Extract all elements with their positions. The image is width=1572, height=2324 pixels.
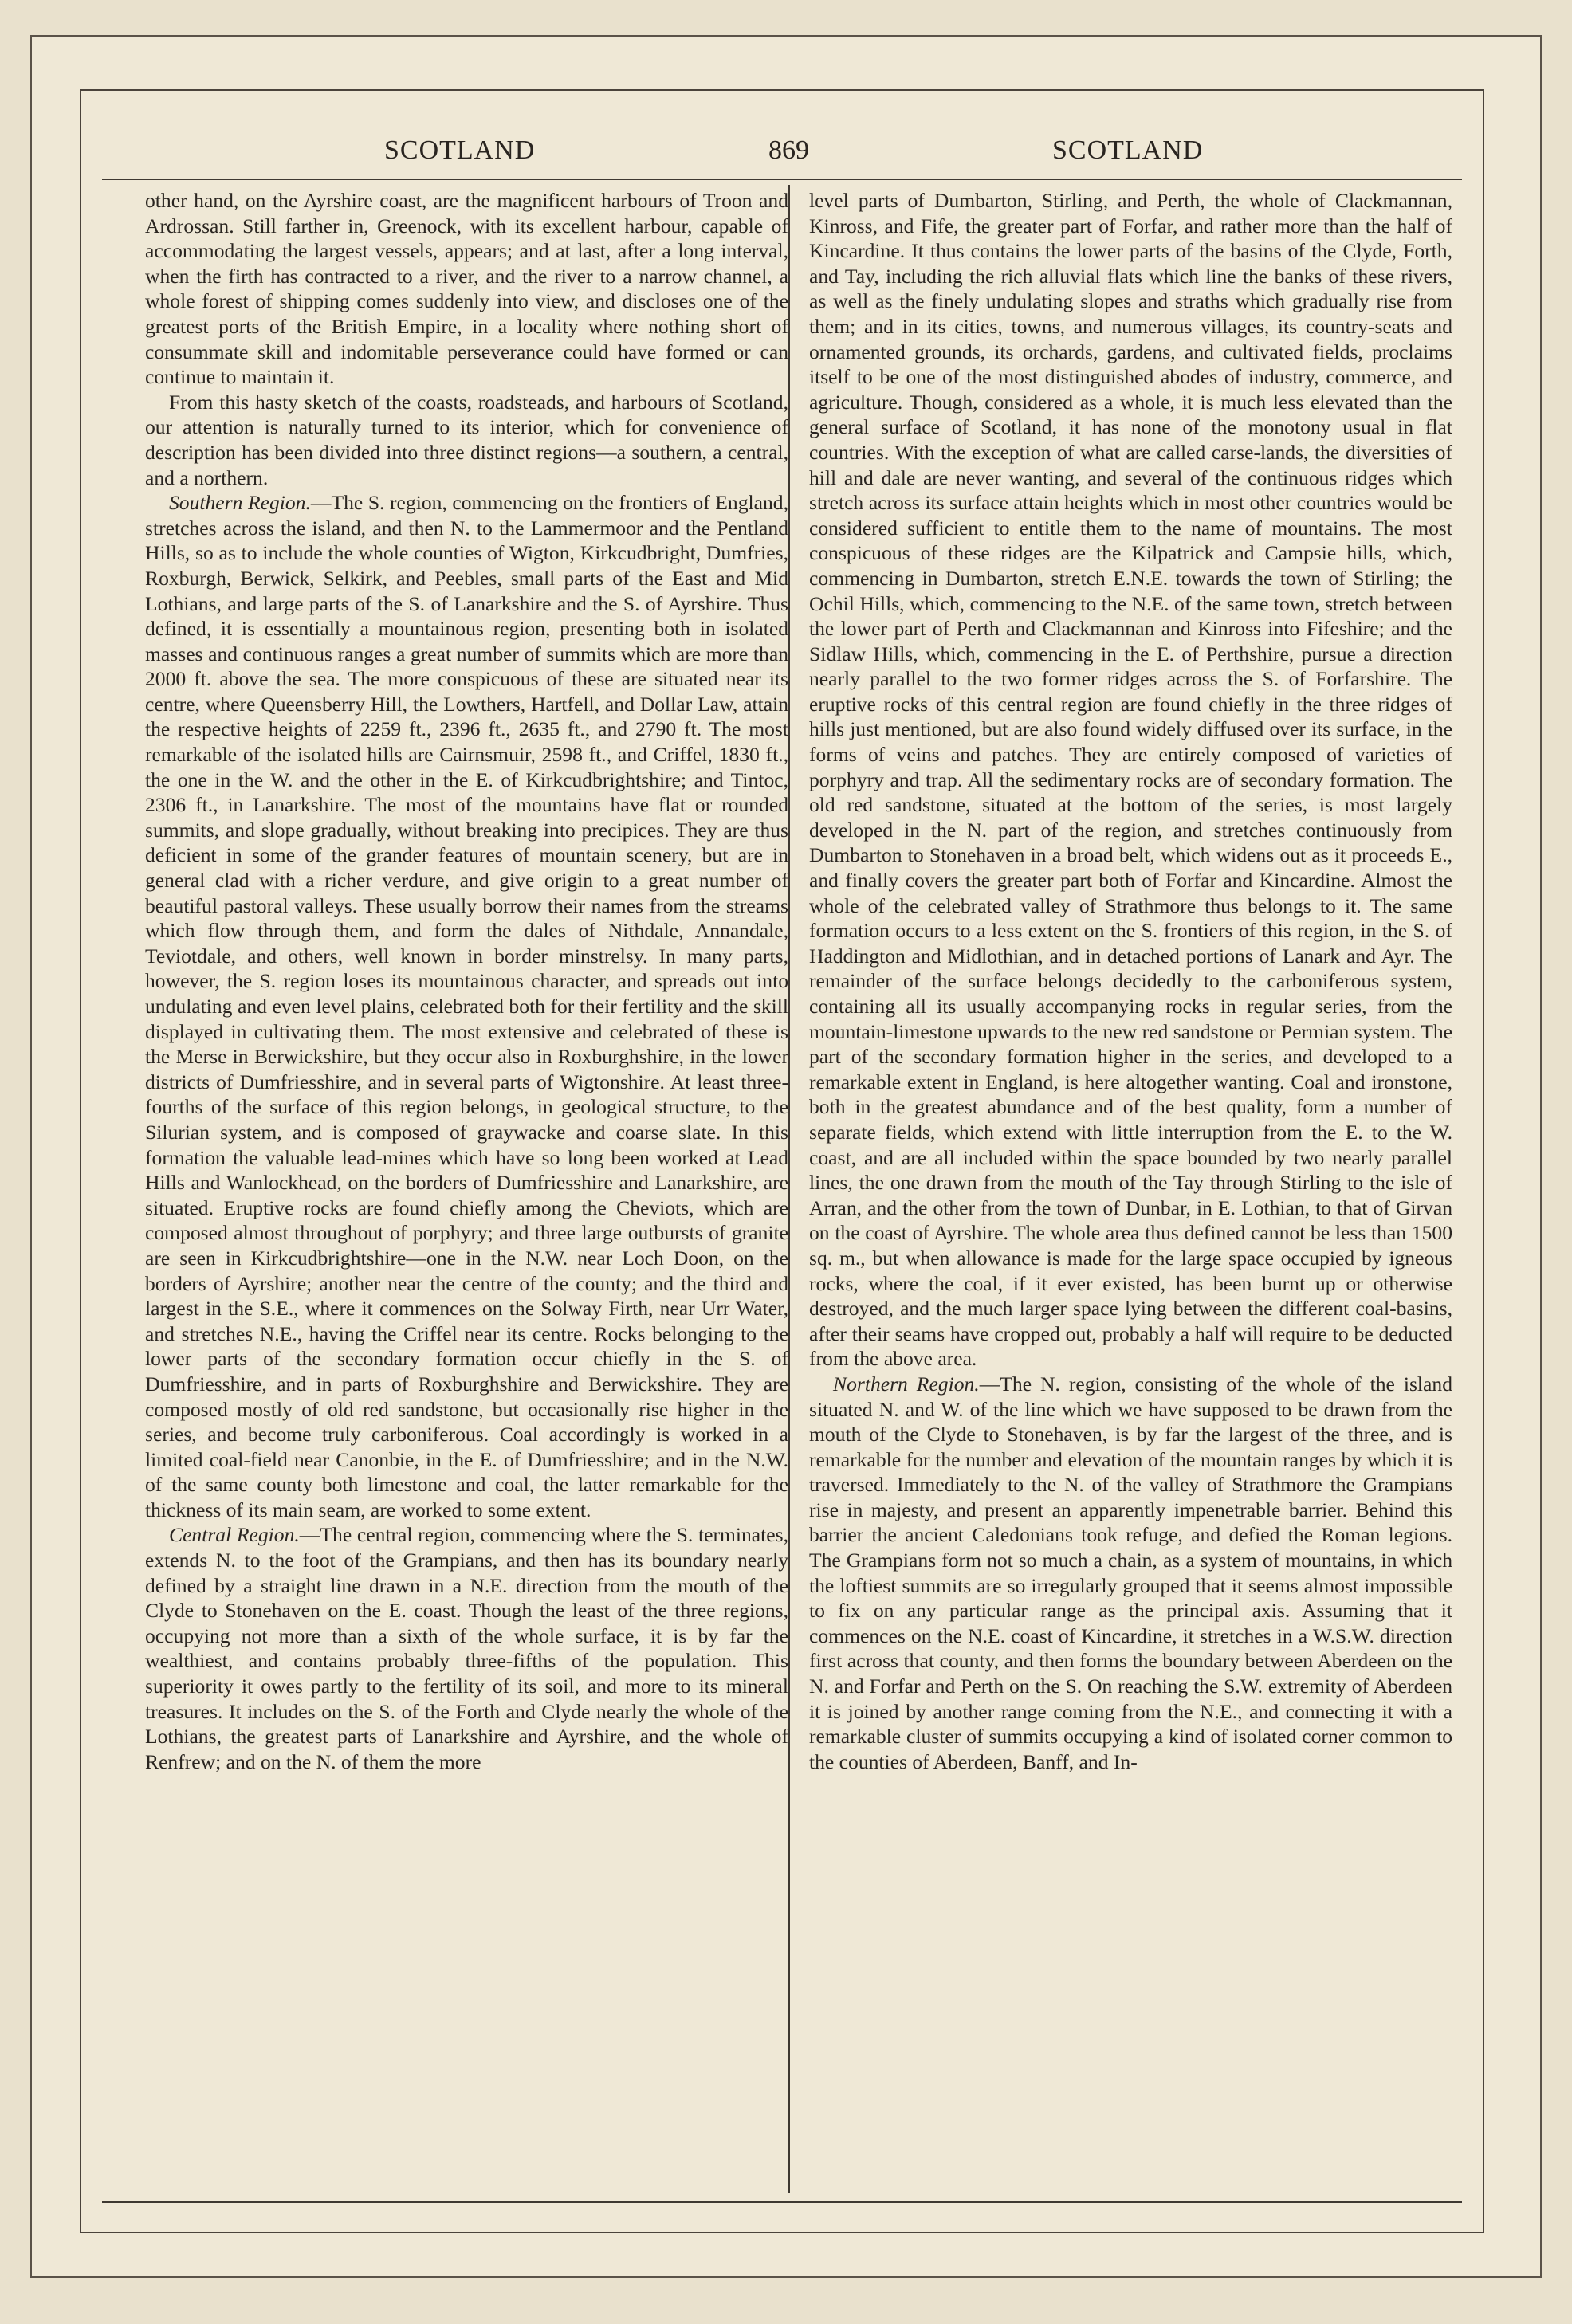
section-heading: Southern Region. [169, 491, 311, 515]
paragraph-southern-region [145, 490, 788, 1522]
section-heading: Central Region. [169, 1523, 300, 1547]
paragraph-text: —The S. region, commencing on the frontiers of England, stretches across the island, and then N. to the Lammermoor and the Pentland Hills, so as to include the whole counties of Wigton, Kirkcudbright, Dumfries, Roxburgh, Berwick, Selkirk, and Peebles, small parts of the East and Mid Lothians, and large parts of the S. of Lanarkshire and the S. of Ayrshire. Thus defined, it is essentially a mountainous region, presenting both in isolated masses and continuous ranges a great number of summits which are more than 2000 ft. above the sea. The more conspicuous of these are situated near its centre, where Queensberry Hill, the Lowthers, Hartfell, and Dollar Law, attain the respective heights of 2259 ft., 2396 ft., 2635 ft., and 2790 ft. The most remarkable of the isolated hills are Cairnsmuir, 2598 ft., and Criffel, 1830 ft., the one in the W. and the other in the E. of Kirkcudbrightshire; and Tintoc, 2306 ft., in Lanarkshire. The most of the mountains have flat or rounded summits, and slope gradually, without breaking into precipices. They are thus deficient in some of the grander features of mountain scenery, but are in general clad with a richer verdure, and give origin to a great number of beautiful pastoral valleys. These usually borrow their names from the streams which flow through them, and form the dales of Nithdale, Annandale, Teviotdale, and others, well known in border minstrelsy. In many parts, however, the S. region loses its mountainous character, and spreads out into undulating and even level plains, celebrated both for their fertility and the skill displayed in cultivating them. The most extensive and celebrated of these is the Merse in Berwickshire, but they occur also in Roxburghshire, in the lower districts of Dumfriesshire, and in several parts of Wigtonshire. At least three-fourths of the surface of this region belongs, in geological structure, to the Silurian system, and is composed of graywacke and coarse slate. In this formation the valuable lead-mines which have so long been worked at Lead Hills and Wanlockhead, on the borders of Dumfriesshire and Lanarkshire, are situated. Eruptive rocks are found chiefly among the Cheviots, which are composed almost throughout of porphyry; and three large outbursts of granite are seen in Kirkcudbrightshire—one in the N.W. near Loch Doon, on the borders of Ayrshire; another near the centre of the county; and the third and largest in the S.E., where it commences on the Solway Firth, near Urr Water, and stretches N.E., having the Criffel near its centre. Rocks belonging to the lower parts of the secondary formation occur chiefly in the S. of Dumfriesshire, and in parts of Roxburghshire and Berwickshire. They are composed mostly of old red sandstone, but occasionally rise higher in the series, and become truly carboniferous. Coal accordingly is worked in a limited coal-field near Canonbie, in the E. of Dumfriesshire; and in the N.W. of the same county both limestone and coal, the latter remarkable for the thickness of its main seam, are worked to some extent. [145, 491, 788, 1521]
footer-rule [102, 2201, 1462, 2203]
header-rule [102, 179, 1462, 180]
page-number: 869 [768, 135, 809, 165]
left-column [145, 188, 788, 1774]
paragraph-text: —The central region, commencing where the S. terminates, extends N. to the foot of the Grampians, and then has its boundary nearly defined by a straight line drawn in a N.E. direction from the mouth of the Clyde to Stonehaven on the E. coast. Though the least of the three regions, occupying not more than a sixth of the whole surface, it is by far the wealthiest, and contains probably three-fifths of the population. This superiority it owes partly to the fertility of its soil, and more to its mineral treasures. It includes on the S. of the Forth and Clyde nearly the whole of the Lothians, the greatest parts of Lanarkshire and Ayrshire, and the whole of Renfrew; and on the N. of them the more [145, 1523, 788, 1773]
paragraph: level parts of Dumbarton, Stirling, and Perth, the whole of Clackmannan, Kinross, and Fife, the greater part of Forfar, and rather more than the half of Kincardine. It thus contains the lower parts of the basins of the Clyde, Forth, and Tay, including the rich alluvial flats which line the banks of these rivers, as well as the finely undulating slopes and straths which gradually rise from them; and in its cities, towns, and numerous villages, its country-seats and ornamented grounds, its orchards, gardens, and cultivated fields, proclaims itself to be one of the most distinguished abodes of industry, commerce, and agriculture. Though, considered as a whole, it is much less elevated than the general surface of Scotland, it has none of the monotony usual in flat countries. With the exception of what are called carse-lands, the diversities of hill and dale are never wanting, and several of the continuous ridges which stretch across its surface attain heights which in most other countries would be considered sufficient to entitle them to the name of mountains. The most conspicuous of these ridges are the Kilpatrick and Campsie hills, which, commencing in Dumbarton, stretch E.N.E. towards the town of Stirling; the Ochil Hills, which, commencing to the N.E. of the same town, stretch between the lower part of Perth and Clackmannan and Kinross into Fifeshire; and the Sidlaw Hills, which, commencing in the E. of Perthshire, pursue a direction nearly parallel to the two former ridges across the S. of Forfarshire. The eruptive rocks of this central region are found chiefly in the three ridges of hills just mentioned, but are also found widely diffused over its surface, in the forms of veins and patches. They are entirely composed of varieties of porphyry and trap. All the sedimentary rocks are of secondary formation. The old red sandstone, situated at the bottom of the series, is most largely developed in the N. part of the region, and stretches continuously from Dumbarton to Stonehaven in a broad belt, which widens out as it proceeds E., and finally covers the greater part both of Forfar and Kincardine. Almost the whole of the celebrated valley of Strathmore thus belongs to it. The same formation occurs to a less extent on the S. frontiers of this region, in the S. of Haddington and Midlothian, and in detached portions of Lanark and Ayr. The remainder of the surface belongs decidedly to the carboniferous system, containing all its usually accompanying rocks in regular series, from the mountain-limestone upwards to the new red sandstone or Permian system. The part of the secondary formation higher in the series, and developed to a remarkable extent in England, is here altogether wanting. Coal and ironstone, both in the greatest abundance and of the best quality, form a number of separate fields, which extend with little interruption from the E. to the W. coast, and are all included within the space bounded by two nearly parallel lines, the one drawn from the mouth of the Tay through Stirling to the isle of Arran, and the other from the town of Dunbar, in E. Lothian, to that of Girvan on the coast of Ayrshire. The whole area thus defined cannot be less than 1500 sq. m., but when allowance is made for the large space occupied by igneous rocks, where the coal, if it ever existed, has been burnt up or otherwise destroyed, and the much larger space lying between the different coal-basins, after their seams have cropped out, probably a half will require to be deducted from the above area. [809, 189, 1452, 1371]
paragraph: other hand, on the Ayrshire coast, are the magnificent harbours of Troon and Ardrossan. Still farther in, Greenock, with its excellent harbour, capable of accommodating the largest vessels, appears; and at last, after a long interval, when the firth has contracted to a river, and the river to a narrow channel, a whole forest of shipping comes suddenly into view, and discloses one of the greatest ports of the British Empire, in a locality where nothing short of consummate skill and indomitable perseverance could have formed or can continue to maintain it. [145, 189, 788, 389]
paragraph: From this hasty sketch of the coasts, roadsteads, and harbours of Scotland, our attention is naturally turned to its interior, which for convenience of description has been divided into three distinct regions—a southern, a central, and a northern. [145, 390, 788, 489]
book-page [30, 35, 1542, 2278]
paragraph-central-region [145, 1522, 788, 1774]
column-divider [788, 185, 790, 2193]
header-title-left: SCOTLAND [384, 135, 536, 165]
paragraph-northern-region [809, 1372, 1452, 1775]
paragraph-text: —The N. region, consisting of the whole of the island situated N. and W. of the line which we have supposed to be drawn from the mouth of the Clyde to Stonehaven, is by far the largest of the three, and is remarkable for the number and elevation of the mountain ranges by which it is traversed. Immediately to the N. of the valley of Strathmore the Grampians rise in majesty, and present an apparently impenetrable barrier. Behind this barrier the ancient Caledonians took refuge, and defied the Roman legions. The Grampians form not so much a chain, as a system of mountains, in which the loftiest summits are so irregularly grouped that it seems almost impossible to fix on any particular range as the principal axis. Assuming that it commences on the N.E. coast of Kincardine, it stretches in a W.S.W. direction first across that county, and then forms the boundary between Aberdeen on the N. and Forfar and Perth on the S. On reaching the S.W. extremity of Aberdeen it is joined by another range coming from the N.E., and connecting it with a remarkable cluster of summits occupying a kind of isolated corner common to the counties of Aberdeen, Banff, and In- [809, 1372, 1452, 1773]
page-border [80, 89, 1484, 2233]
header-title-right: SCOTLAND [1052, 135, 1204, 165]
section-heading: Northern Region. [833, 1372, 980, 1396]
running-header [81, 135, 1483, 175]
right-column [809, 188, 1452, 1774]
